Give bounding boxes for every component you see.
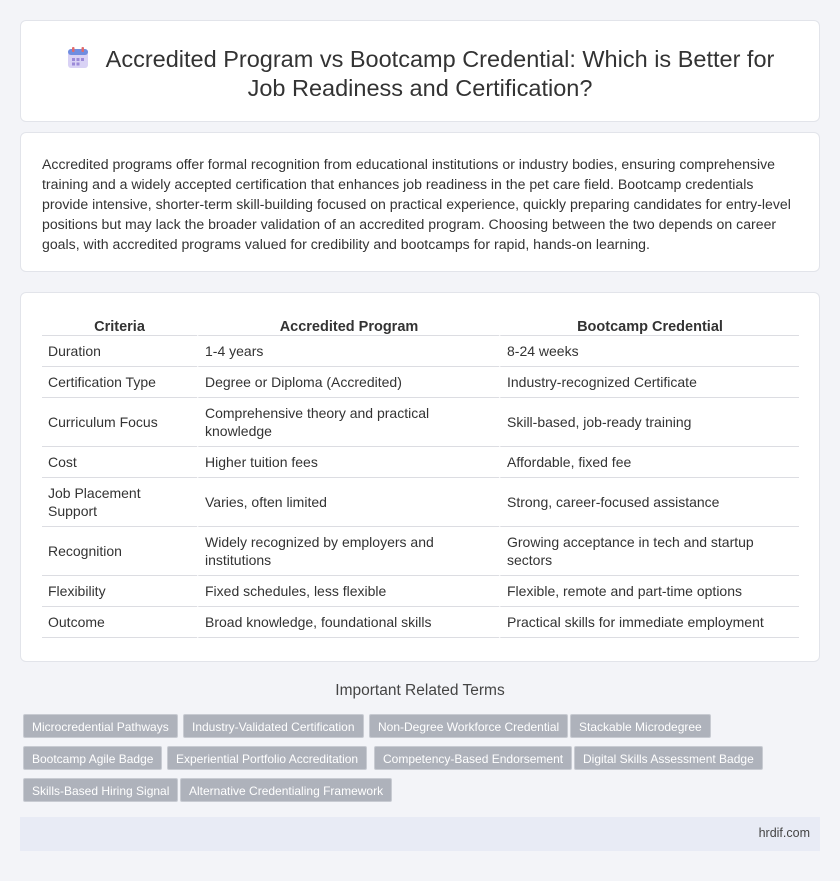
table-cell: Curriculum Focus xyxy=(42,398,197,447)
table-cell: Job Placement Support xyxy=(42,478,197,527)
table-cell: Outcome xyxy=(42,607,197,638)
comparison-table xyxy=(42,314,799,638)
table-cell: Recognition xyxy=(42,527,197,576)
table-header-row xyxy=(42,314,799,336)
table-row xyxy=(42,398,799,447)
header-bootcamp-credential: Bootcamp Credential xyxy=(499,314,799,336)
table-cell: Flexible, remote and part-time options xyxy=(499,576,799,607)
related-term-tag[interactable]: Skills-Based Hiring Signal xyxy=(23,778,178,802)
footer-site-link[interactable]: hrdif.com xyxy=(758,826,810,840)
table-cell: 1-4 years xyxy=(197,336,499,367)
summary-card xyxy=(20,132,820,272)
comparison-table-card xyxy=(20,292,820,662)
calendar-icon xyxy=(66,46,90,70)
summary-text: Accredited programs offer formal recognition from educational institutions or industry bodies, ensuring comprehensive training and a widely accepted certification that enhances job readiness in the pet care field. Bootcamp credentials provide intensive, shorter-term skill-building focused on practical experience, quickly preparing candidates for entry-level positions but may lack the broader validation of an accredited program. Choosing between the two depends on career goals, with accredited programs valued for credibility and bootcamps for rapid, hands-on learning. xyxy=(42,156,791,252)
related-term-tag[interactable]: Microcredential Pathways xyxy=(23,714,178,738)
table-cell: Industry-recognized Certificate xyxy=(499,367,799,398)
related-terms-heading: Important Related Terms xyxy=(335,682,505,699)
header-criteria: Criteria xyxy=(42,314,197,336)
table-cell: Growing acceptance in tech and startup sectors xyxy=(499,527,799,576)
table-cell: Skill-based, job-ready training xyxy=(499,398,799,447)
page-title xyxy=(51,45,789,103)
related-term-tag[interactable]: Industry-Validated Certification xyxy=(183,714,364,738)
table-cell: Strong, career-focused assistance xyxy=(499,478,799,527)
table-cell: Broad knowledge, foundational skills xyxy=(197,607,499,638)
table-row xyxy=(42,367,799,398)
table-cell: Affordable, fixed fee xyxy=(499,447,799,478)
table-cell: Cost xyxy=(42,447,197,478)
header-accredited-program: Accredited Program xyxy=(197,314,499,336)
table-cell: Comprehensive theory and practical knowledge xyxy=(197,398,499,447)
table-cell: Duration xyxy=(42,336,197,367)
table-cell: Higher tuition fees xyxy=(197,447,499,478)
related-term-tag[interactable]: Experiential Portfolio Accreditation xyxy=(167,746,367,770)
table-cell: Certification Type xyxy=(42,367,197,398)
table-cell: Varies, often limited xyxy=(197,478,499,527)
table-cell: Degree or Diploma (Accredited) xyxy=(197,367,499,398)
table-row xyxy=(42,527,799,576)
related-term-tag[interactable]: Bootcamp Agile Badge xyxy=(23,746,162,770)
footer xyxy=(20,817,820,851)
page-title-text: Accredited Program vs Bootcamp Credential: Which is Better for Job Readiness and Certification? xyxy=(105,46,775,101)
related-term-tag[interactable]: Alternative Credentialing Framework xyxy=(180,778,392,802)
related-term-tag[interactable]: Competency-Based Endorsement xyxy=(374,746,572,770)
table-cell: Flexibility xyxy=(42,576,197,607)
table-cell: 8-24 weeks xyxy=(499,336,799,367)
table-row xyxy=(42,576,799,607)
table-row xyxy=(42,607,799,638)
title-card xyxy=(20,20,820,122)
table-cell: Fixed schedules, less flexible xyxy=(197,576,499,607)
table-cell: Widely recognized by employers and institutions xyxy=(197,527,499,576)
table-cell: Practical skills for immediate employment xyxy=(499,607,799,638)
table-row xyxy=(42,336,799,367)
related-term-tag[interactable]: Non-Degree Workforce Credential xyxy=(369,714,568,738)
table-row xyxy=(42,478,799,527)
related-term-tag[interactable]: Digital Skills Assessment Badge xyxy=(574,746,763,770)
table-row xyxy=(42,447,799,478)
related-term-tag[interactable]: Stackable Microdegree xyxy=(570,714,711,738)
